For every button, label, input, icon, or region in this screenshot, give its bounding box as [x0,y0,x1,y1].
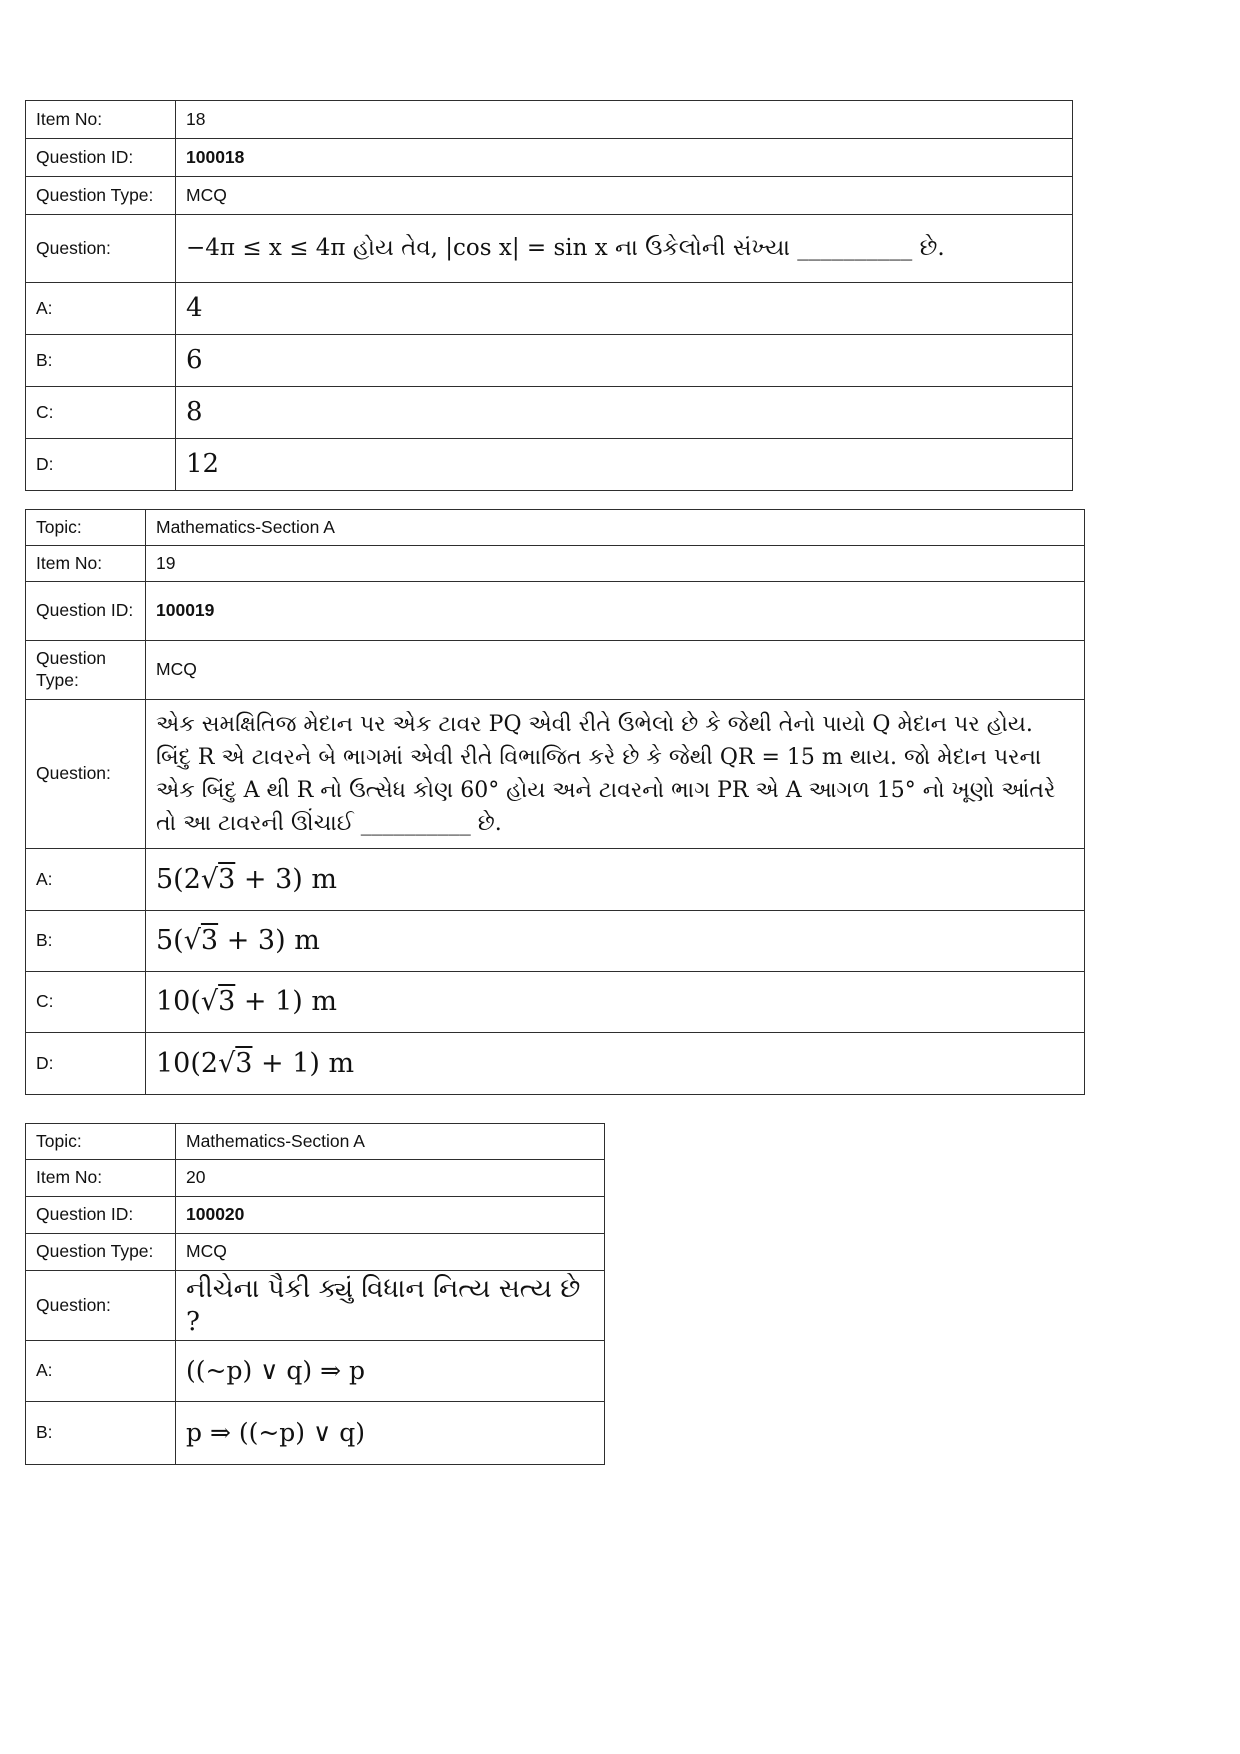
field-value: 18 [176,101,1073,139]
table-row-question-id [26,582,1085,641]
field-label: Question ID: [26,1197,176,1234]
field-label: D: [26,1033,146,1095]
field-label: A: [26,849,146,911]
table-row-topic [26,510,1085,546]
option-value: ((~p) ∨ q) ⇒ p [176,1341,605,1402]
field-label: C: [26,387,176,439]
field-label: Question Type: [26,641,146,700]
table-row-option-b [26,1402,605,1465]
option-value: 6 [176,335,1073,387]
field-value: 100020 [176,1197,605,1234]
table-row-question-type [26,1234,605,1271]
table-row-question [26,1271,605,1341]
field-value: MCQ [146,641,1085,700]
option-value: 10(√3 + 1) m [146,972,1085,1033]
field-value: MCQ [176,177,1073,215]
field-label: Topic: [26,1124,176,1160]
option-value: 10(2√3 + 1) m [146,1033,1085,1095]
question-table-item-20 [25,1123,605,1465]
question-text: નીચેના પૈકી ક્યું વિધાન નિત્ય સત્ય છે ? [176,1271,605,1341]
question-text: −4π ≤ x ≤ 4π હોય તેવ, |cos x| = sin x ના ઉકેલોની સંખ્યા __________ છે. [176,215,1073,283]
field-label: A: [26,1341,176,1402]
option-value: 5(√3 + 3) m [146,911,1085,972]
table-row-question [26,215,1073,283]
field-label: B: [26,335,176,387]
field-label: Item No: [26,546,146,582]
table-row-topic [26,1124,605,1160]
option-value: 8 [176,387,1073,439]
field-value: 20 [176,1160,605,1197]
field-label: Question ID: [26,139,176,177]
question-table-item-18 [25,100,1073,491]
table-row-option-a [26,1341,605,1402]
field-label: Item No: [26,1160,176,1197]
table-row-question-id [26,139,1073,177]
option-value: 12 [176,439,1073,491]
field-label: D: [26,439,176,491]
table-row-question-id [26,1197,605,1234]
field-label: C: [26,972,146,1033]
table-row-option-b [26,911,1085,972]
option-value: 4 [176,283,1073,335]
field-value: MCQ [176,1234,605,1271]
table-row-item-no [26,101,1073,139]
table-row-item-no [26,546,1085,582]
field-label: Question ID: [26,582,146,641]
field-value: 100018 [176,139,1073,177]
table-row-question-type [26,177,1073,215]
field-label: A: [26,283,176,335]
field-label: Question: [26,215,176,283]
field-label: Item No: [26,101,176,139]
radicand: 3 [235,1047,253,1079]
question-text: એક સમક્ષિતિજ મેદાન પર એક ટાવર PQ એવી રીતે ઉભેલો છે કે જેથી તેનો પાયો Q મેદાન પર હોય. બિંદુ R એ ટાવરને બે ભાગમાં એવી રીતે વિભાજિત કરે છે કે જેથી QR = 15 m થાય. જો મેદાન પરના એક બિંદુ A થી R નો ઉત્સેધ કોણ 60° હોય અને ટાવરનો ભાગ PR એ A આગળ 15° નો ખૂણો આંતરે તો આ ટાવરની ઊંચાઈ __________ છે. [146,700,1085,849]
field-label: Question Type: [26,177,176,215]
table-row-question-type [26,641,1085,700]
table-row-option-a [26,849,1085,911]
option-value: 5(2√3 + 3) m [146,849,1085,911]
field-value: Mathematics-Section A [146,510,1085,546]
field-value: Mathematics-Section A [176,1124,605,1160]
radicand: 3 [218,863,236,895]
table-row-option-c [26,972,1085,1033]
field-value: 100019 [146,582,1085,641]
field-label: B: [26,1402,176,1465]
table-row-question [26,700,1085,849]
table-row-option-b [26,335,1073,387]
table-row-option-d [26,439,1073,491]
table-row-option-c [26,387,1073,439]
table-row-option-a [26,283,1073,335]
table-row-option-d [26,1033,1085,1095]
table-row-item-no [26,1160,605,1197]
radicand: 3 [200,925,219,957]
option-value: p ⇒ ((~p) ∨ q) [176,1402,605,1465]
field-label: Question: [26,700,146,849]
radicand: 3 [218,986,236,1018]
field-label: Question Type: [26,1234,176,1271]
field-label: Question: [26,1271,176,1341]
field-label: B: [26,911,146,972]
field-value: 19 [146,546,1085,582]
question-table-item-19 [25,509,1085,1095]
field-label: Topic: [26,510,146,546]
